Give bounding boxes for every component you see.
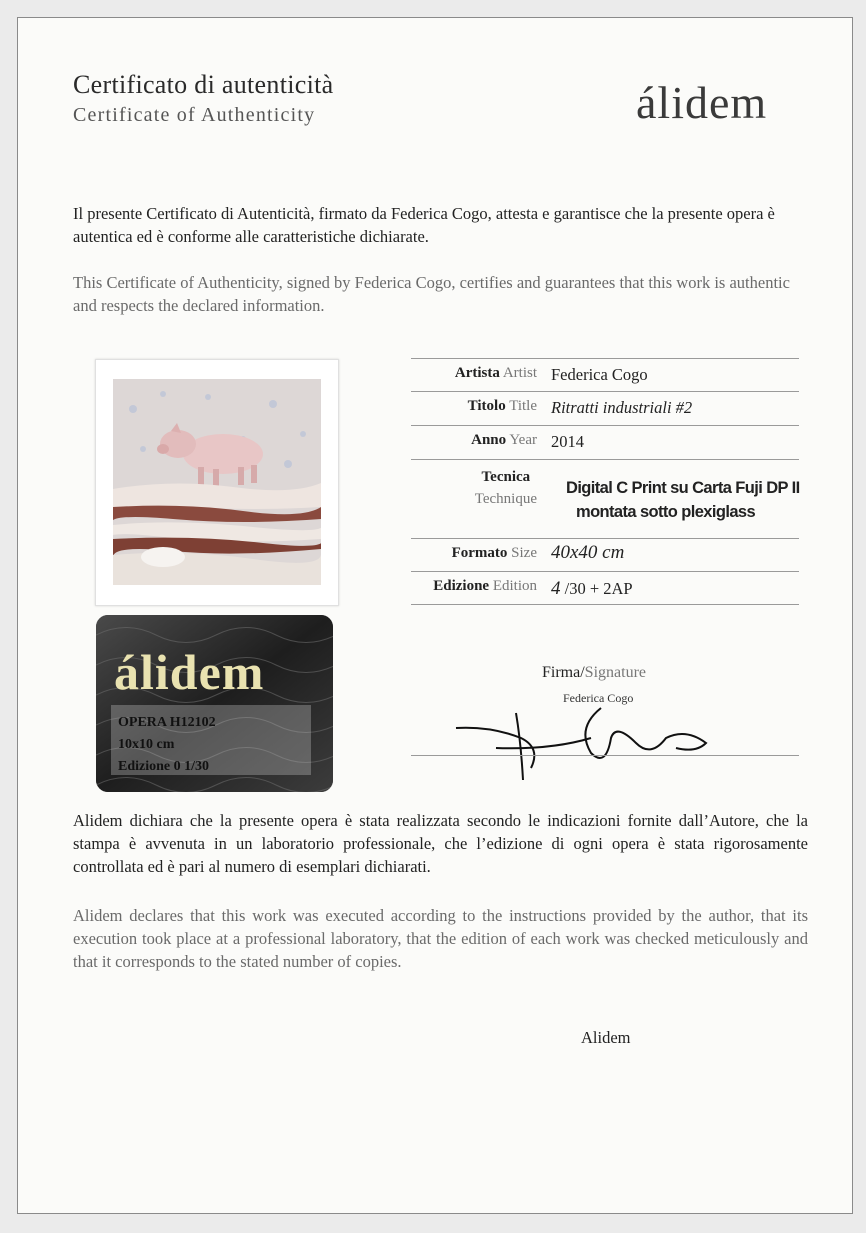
signer-name: Federica Cogo (563, 691, 634, 705)
row-artist (411, 358, 799, 392)
row-edition (411, 572, 799, 605)
year-value: 2014 (551, 432, 584, 451)
artwork-image (113, 379, 321, 585)
intro-english: This Certificate of Authenticity, signed by Federica Cogo, certifies and guarantees that this work is authentic and respects the declared information. (73, 273, 790, 315)
artwork-details-table (411, 358, 799, 605)
row-size (411, 539, 799, 572)
technique-line-2: montata sotto plexiglass (576, 503, 756, 521)
title-english: Certificate of Authenticity (73, 104, 316, 126)
edition-value (551, 578, 633, 600)
artist-label: Artista Artist (454, 365, 537, 381)
technique-value (566, 476, 800, 524)
row-title (411, 392, 799, 426)
artwork-photo-frame (95, 359, 339, 606)
size-value: 40x40 cm (551, 542, 625, 563)
title-label: Titolo Title (467, 398, 537, 414)
edition-number: 4 (551, 578, 561, 599)
row-year (411, 426, 799, 460)
title-value: Ritratti industriali #2 (551, 398, 693, 417)
technique-label: Tecnica Technique (474, 469, 537, 507)
edition-total: /30 + 2AP (564, 579, 633, 598)
declaration-italian: Alidem dichiara che la presente opera è stata realizzata secondo le indicazioni fornite dall’Autore, che la stampa è avvenuta in un laboratorio professionale, che l’edizione di ogni opera è stata rigorosamente controllata ed è pari al numero di esemplari dichiarati. (73, 811, 808, 876)
artist-value: Federica Cogo (551, 365, 648, 384)
intro-italian: Il presente Certificato di Autenticità, firmato da Federica Cogo, attesta e garantisce che la presente opera è autentica ed è conforme alle caratteristiche dichiarate. (73, 204, 775, 246)
title-italian: Certificato di autenticità (73, 70, 334, 99)
hologram-sticker (96, 615, 333, 792)
alidem-logo: álidem (636, 77, 768, 128)
size-label: Formato Size (451, 545, 537, 561)
handwritten-signature (451, 698, 721, 788)
declaration-english: Alidem declares that this work was executed according to the instructions provided by the author, that its execution took place at a professional laboratory, that the edition of each work was checked meticulously and that it corresponds to the stated number of copies. (73, 906, 808, 971)
hologram-logo: álidem (114, 644, 265, 700)
hologram-line-2: 10x10 cm (118, 737, 175, 752)
hologram-line-1: OPERA H12102 (118, 715, 216, 730)
signature-line (411, 755, 799, 756)
artwork-photo (113, 379, 321, 585)
technique-line-1: Digital C Print su Carta Fuji DP II (566, 479, 800, 497)
certificate-sheet (17, 17, 853, 1214)
alidem-signatory: Alidem (581, 1028, 631, 1047)
edition-label: Edizione Edition (433, 578, 537, 594)
signature-label: Firma/Signature (542, 664, 646, 681)
year-label: Anno Year (471, 432, 537, 448)
row-technique (411, 460, 799, 539)
hologram-line-3: Edizione 0 1/30 (118, 759, 210, 774)
